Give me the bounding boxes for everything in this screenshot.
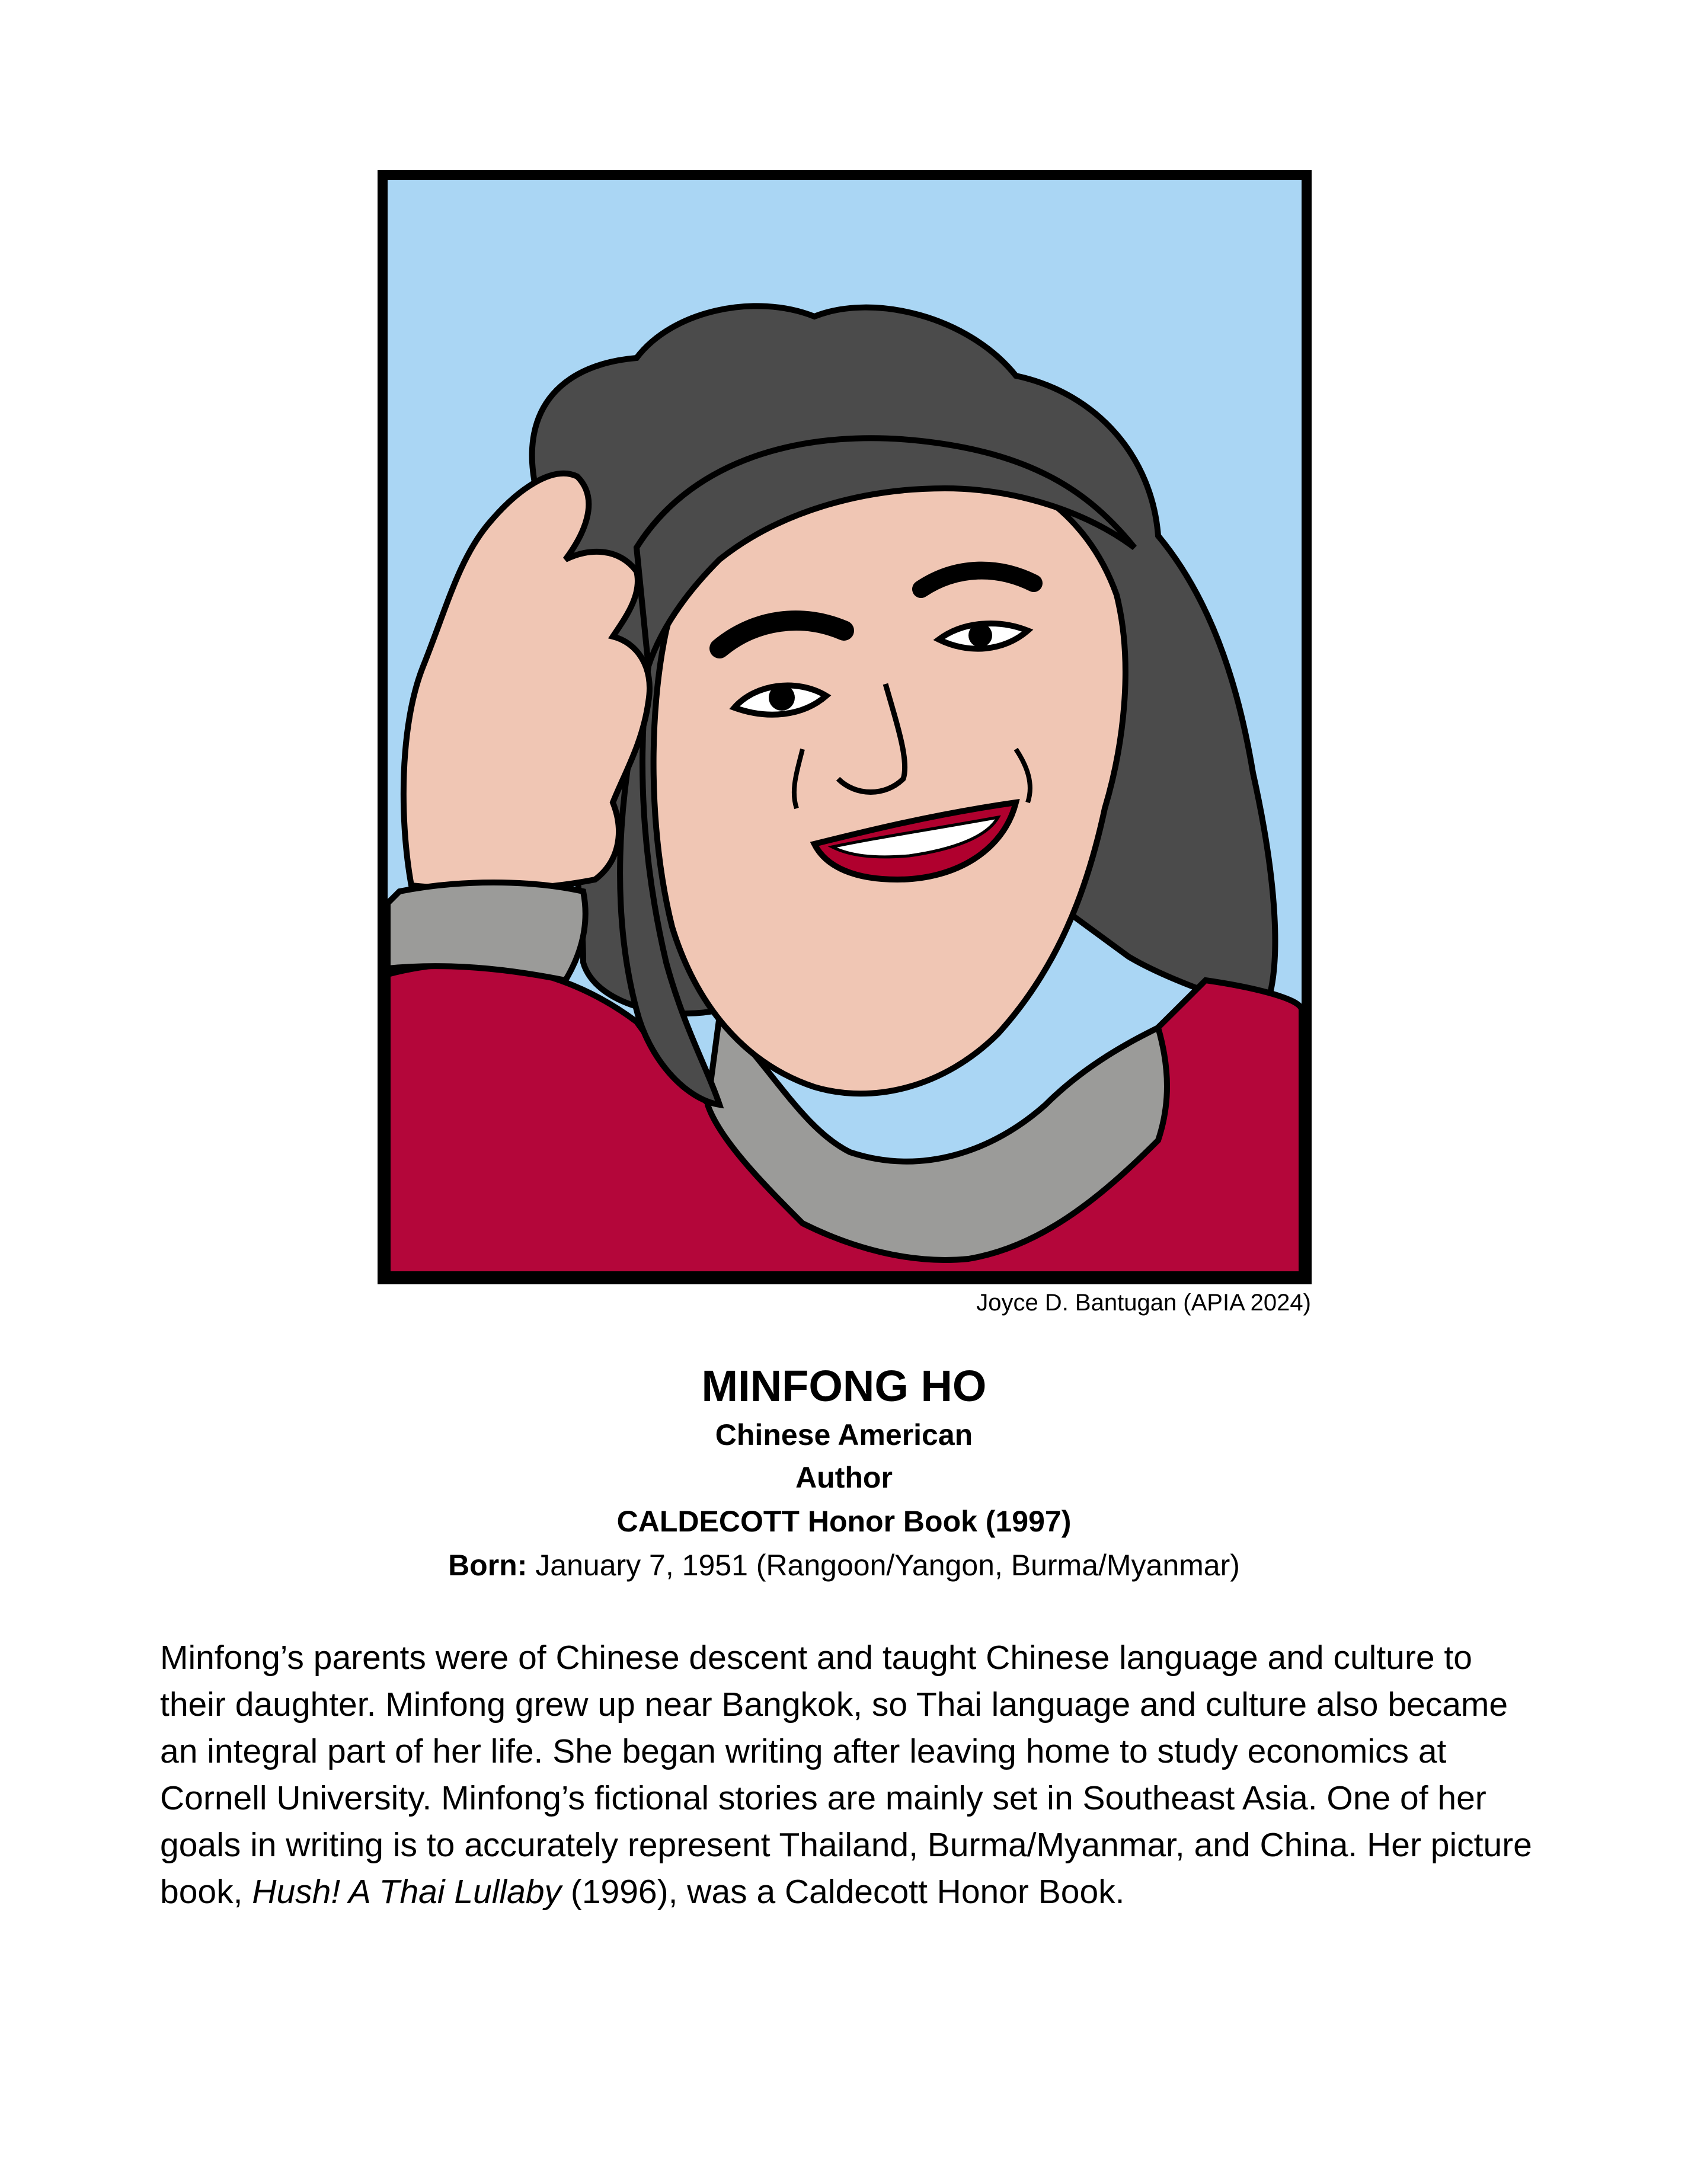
bio-text-end: (1996), was a Caldecott Honor Book. [561, 1873, 1125, 1911]
right-pupil [968, 623, 992, 647]
portrait-drawing [388, 180, 1302, 1274]
sleeve-cuff [388, 882, 586, 980]
award: CALDECOTT Honor Book (1997) [616, 1505, 1072, 1538]
left-pupil [769, 685, 795, 711]
portrait-illustration [378, 170, 1312, 1284]
heritage: Chinese American [715, 1418, 973, 1451]
biography [160, 1635, 1541, 1916]
person-name: MINFONG HO [701, 1361, 987, 1411]
born-label: Born: [448, 1549, 528, 1582]
bio-text: Minfong’s parents were of Chinese descent and taught Chinese language and culture to their daughter. Minfong grew up near Bangkok, so Thai language and culture also became an integral part of her life. She began writing after leaving home to study economics at Cornell University. Minfong’s fictional stories are mainly set in Southeast Asia. One of her goals in writing is to accurately represent Thailand, Burma/Myanmar, and China. Her picture book, [160, 1639, 1532, 1911]
occupation: Author [795, 1461, 893, 1494]
birth-info [0, 1548, 1688, 1582]
book-title: Hush! A Thai Lullaby [252, 1873, 561, 1911]
born-value: January 7, 1951 (Rangoon/Yangon, Burma/Myanmar) [527, 1549, 1240, 1582]
artist-credit: Joyce D. Bantugan (APIA 2024) [976, 1290, 1311, 1316]
